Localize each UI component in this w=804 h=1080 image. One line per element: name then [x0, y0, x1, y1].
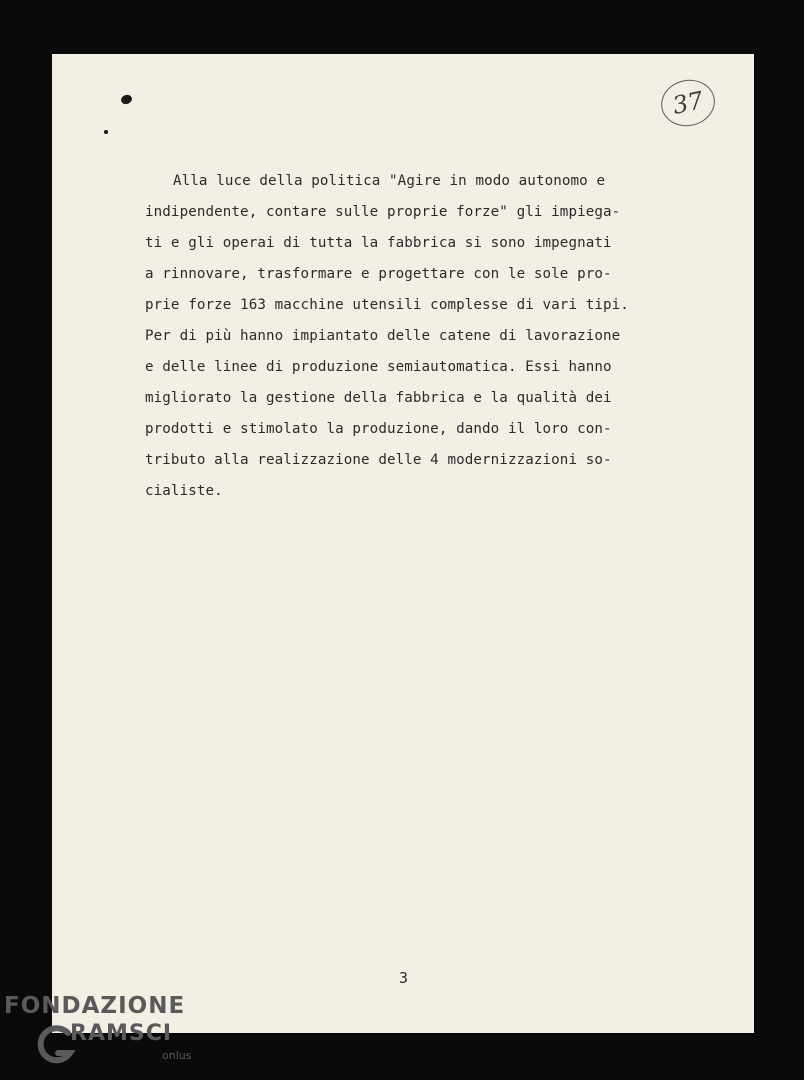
ink-spot: [120, 93, 133, 105]
text-line: ti e gli operai di tutta la fabbrica si sono impegnati: [145, 235, 612, 251]
text-line: Alla luce della politica "Agire in modo autonomo e: [173, 173, 606, 189]
text-line: a rinnovare, trasformare e progettare con le sole pro-: [145, 266, 612, 282]
body-paragraph: [145, 166, 675, 507]
text-line: tributo alla realizzazione delle 4 modernizzazioni so-: [145, 452, 612, 468]
page-number: 3: [399, 969, 409, 987]
watermark-line2: RAMSCI: [70, 1021, 173, 1046]
ink-spot: [104, 130, 108, 134]
watermark-line1: FONDAZIONE: [4, 993, 186, 1019]
archive-number-stamp: 37: [657, 75, 719, 131]
text-line: e delle linee di produzione semiautomatica. Essi hanno: [145, 359, 612, 375]
watermark-sub: onlus: [162, 1049, 192, 1062]
text-line: indipendente, contare sulle proprie forze" gli impiega-: [145, 204, 621, 220]
text-line: prodotti e stimolato la produzione, dando il loro con-: [145, 421, 612, 437]
text-line: prie forze 163 macchine utensili complesse di vari tipi.: [145, 297, 629, 313]
text-line: Per di più hanno impiantato delle catene di lavorazione: [145, 328, 621, 344]
document-page: [52, 54, 754, 1033]
text-line: cialiste.: [145, 483, 223, 499]
text-line: migliorato la gestione della fabbrica e la qualità dei: [145, 390, 612, 406]
watermark-logo: [4, 993, 214, 1077]
